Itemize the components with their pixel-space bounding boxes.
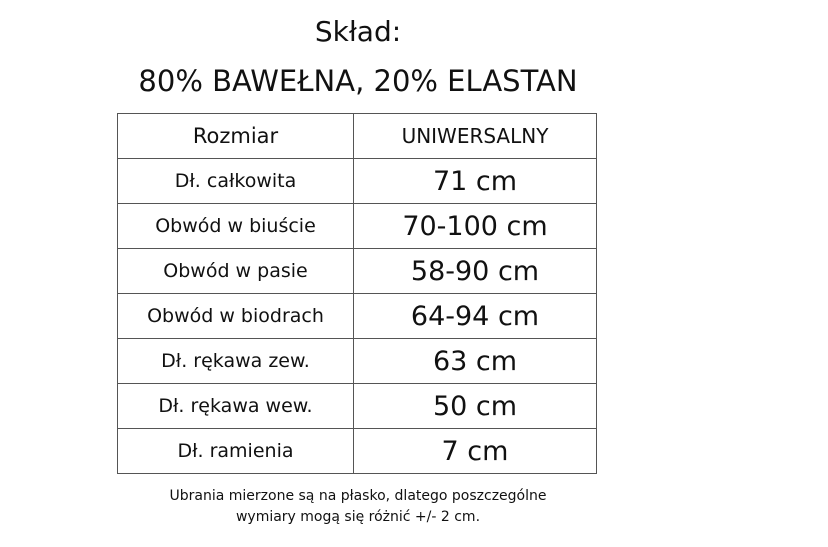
measurement-note [0,486,716,528]
table-row [118,339,597,384]
row-label-inner-sleeve: Dł. rękawa wew. [118,384,354,429]
row-label-outer-sleeve: Dł. rękawa zew. [118,339,354,384]
row-label-hips: Obwód w biodrach [118,294,354,339]
row-label-shoulder: Dł. ramienia [118,429,354,474]
measurement-note-line-2: wymiary mogą się różnić +/- 2 cm. [235,509,481,525]
header-label-cell: Rozmiar [118,114,354,159]
table-row [118,384,597,429]
table-row [118,204,597,249]
header-value-cell: UNIWERSALNY [354,114,597,159]
table-row [118,159,597,204]
size-table [117,113,597,474]
row-label-total-length: Dł. całkowita [118,159,354,204]
table-row [118,249,597,294]
table-header-row [118,114,597,159]
composition-value: 80% BAWEŁNA, 20% ELASTAN [138,64,578,98]
row-value-shoulder: 7 cm [354,429,597,474]
table-row [118,294,597,339]
composition-heading: Skład: [314,15,402,48]
row-label-bust: Obwód w biuście [118,204,354,249]
row-value-bust: 70-100 cm [354,204,597,249]
row-label-waist: Obwód w pasie [118,249,354,294]
table-row [118,429,597,474]
row-value-inner-sleeve: 50 cm [354,384,597,429]
row-value-total-length: 71 cm [354,159,597,204]
measurement-note-line-1: Ubrania mierzone są na płasko, dlatego poszczególne [169,488,547,504]
row-value-hips: 64-94 cm [354,294,597,339]
row-value-waist: 58-90 cm [354,249,597,294]
row-value-outer-sleeve: 63 cm [354,339,597,384]
